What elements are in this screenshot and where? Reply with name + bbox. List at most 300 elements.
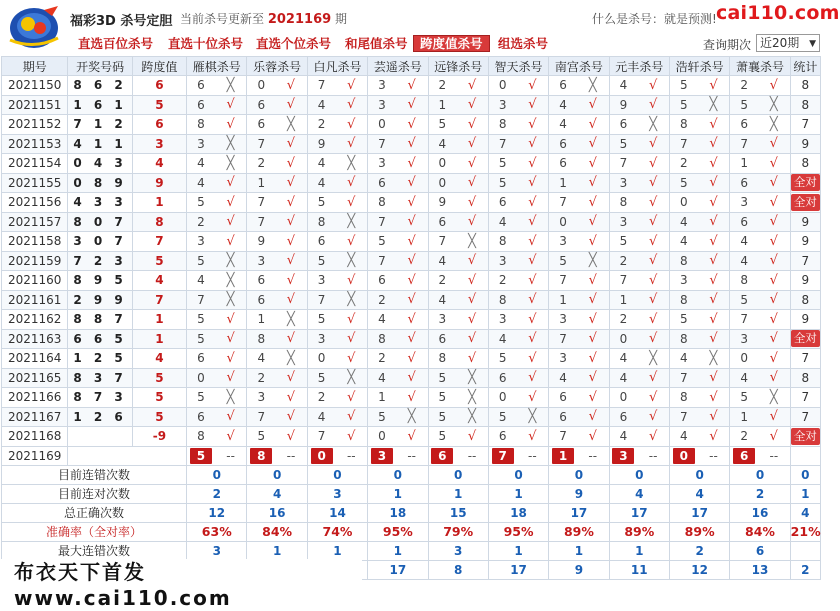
col-expert: 乐蓉杀号 <box>247 57 307 76</box>
kill-number: 6 <box>549 154 577 174</box>
kill-number: 5 <box>307 368 335 388</box>
check-icon <box>396 251 428 271</box>
cross-icon: ╳ <box>347 155 356 171</box>
kill-number: 7 <box>247 212 275 232</box>
span-value: 6 <box>132 76 186 96</box>
current-kill-number: 0 <box>673 448 695 464</box>
period-selected: 近20期 <box>760 36 800 50</box>
check-icon: √ <box>648 428 658 444</box>
kill-number: 5 <box>368 407 396 427</box>
col-expert: 芸遥杀号 <box>368 57 428 76</box>
kill-number: 6 <box>549 388 577 408</box>
kill-number: 3 <box>609 212 637 232</box>
stat-value: 89% <box>669 522 729 541</box>
check-icon: √ <box>407 77 416 93</box>
check-icon <box>215 427 247 447</box>
cross-icon: ╳ <box>287 350 295 366</box>
kill-number: 8 <box>488 290 516 310</box>
kill-number: 5 <box>187 193 215 213</box>
check-icon: √ <box>648 272 658 288</box>
check-icon: √ <box>407 253 416 269</box>
current-kill <box>669 446 697 465</box>
check-icon: √ <box>407 370 416 386</box>
kill-number: 7 <box>730 310 758 330</box>
kill-number: 2 <box>609 310 637 330</box>
table-header <box>2 57 821 76</box>
stat-value: 17 <box>488 560 548 579</box>
cross-icon: ╳ <box>287 116 295 132</box>
stat-value: 0 <box>609 465 669 484</box>
kill-number: 7 <box>307 76 335 96</box>
cross-icon: ╳ <box>347 253 356 269</box>
check-icon: √ <box>588 272 597 288</box>
cross-icon: ╳ <box>468 409 476 425</box>
tab-sum-tail[interactable]: 和尾值杀号 <box>345 36 408 51</box>
draw-number: 7 2 3 <box>68 251 132 271</box>
kill-number: 7 <box>247 193 275 213</box>
check-icon <box>396 76 428 96</box>
all-correct-badge: 全对 <box>791 428 820 445</box>
check-icon: √ <box>407 155 416 171</box>
stat-value: 3 <box>428 541 488 560</box>
check-icon <box>577 349 609 369</box>
check-icon <box>637 193 669 213</box>
row-stat <box>790 173 820 193</box>
check-icon <box>517 271 549 291</box>
stat-value: 9 <box>549 484 609 503</box>
current-kill <box>247 446 275 465</box>
issue-cell: 2021160 <box>2 271 68 291</box>
check-icon <box>215 368 247 388</box>
check-icon: √ <box>648 175 658 191</box>
check-icon: √ <box>648 233 658 249</box>
check-icon: √ <box>588 214 597 230</box>
stat-value: 12 <box>669 560 729 579</box>
check-icon <box>577 271 609 291</box>
cross-icon: ╳ <box>709 97 718 113</box>
check-icon <box>335 193 367 213</box>
check-icon <box>396 212 428 232</box>
check-icon <box>637 76 669 96</box>
check-icon <box>275 251 307 271</box>
check-icon: √ <box>709 428 718 444</box>
kill-number: 6 <box>488 427 516 447</box>
cross-icon <box>335 212 367 232</box>
kill-number: 7 <box>368 251 396 271</box>
span-value: 7 <box>132 290 186 310</box>
check-icon: √ <box>588 389 597 405</box>
col-span: 跨度值 <box>132 57 186 76</box>
check-icon: √ <box>407 214 416 230</box>
kill-number: 0 <box>609 329 637 349</box>
brand-url[interactable]: cai110.com <box>716 2 840 24</box>
row-stat: 7 <box>790 115 820 135</box>
check-icon <box>698 173 730 193</box>
cross-icon <box>456 232 488 252</box>
draw-number: 1 2 5 <box>68 349 132 369</box>
check-icon <box>275 427 307 447</box>
issue-cell: 2021167 <box>2 407 68 427</box>
kill-number: 5 <box>187 329 215 349</box>
check-icon: √ <box>648 194 658 210</box>
check-icon <box>577 193 609 213</box>
stat-value: 1 <box>368 541 428 560</box>
cross-icon: ╳ <box>769 116 778 132</box>
check-icon <box>517 329 549 349</box>
current-dash: -- <box>517 446 549 465</box>
check-icon <box>215 329 247 349</box>
kill-number: 3 <box>368 154 396 174</box>
kill-number: 2 <box>307 115 335 135</box>
check-icon <box>577 290 609 310</box>
check-icon: √ <box>407 97 416 113</box>
check-icon: √ <box>648 136 658 152</box>
stat-label: 准确率（全对率） <box>2 522 187 541</box>
cross-icon <box>577 76 609 96</box>
kill-number: 4 <box>247 349 275 369</box>
cross-icon <box>758 95 790 115</box>
kill-number: 7 <box>488 134 516 154</box>
check-icon: √ <box>709 272 718 288</box>
update-prefix: 当前杀号更新至 <box>180 12 265 26</box>
kill-number: 3 <box>428 310 456 330</box>
row-stat <box>790 193 820 213</box>
kill-number: 2 <box>368 290 396 310</box>
check-icon <box>517 427 549 447</box>
kill-number: 8 <box>187 115 215 135</box>
check-icon <box>456 173 488 193</box>
check-icon <box>456 251 488 271</box>
stat-value: 11 <box>609 560 669 579</box>
span-value: 5 <box>132 251 186 271</box>
check-icon <box>637 310 669 330</box>
check-icon: √ <box>709 116 718 132</box>
check-icon <box>698 76 730 96</box>
check-icon <box>577 407 609 427</box>
kill-number: 6 <box>428 329 456 349</box>
check-icon <box>577 388 609 408</box>
stat-value: 84% <box>730 522 790 541</box>
cross-icon <box>275 349 307 369</box>
tab-hundreds[interactable]: 直选百位杀号 <box>78 36 154 51</box>
kill-number: 1 <box>368 388 396 408</box>
stat-value: 1 <box>247 541 307 560</box>
check-icon: √ <box>467 155 477 171</box>
stat-value: 89% <box>609 522 669 541</box>
check-icon: √ <box>226 311 235 327</box>
check-icon <box>517 290 549 310</box>
stat-value: 16 <box>247 503 307 522</box>
check-icon <box>698 388 730 408</box>
check-icon <box>275 154 307 174</box>
kill-number: 1 <box>428 95 456 115</box>
cross-icon <box>335 290 367 310</box>
check-icon <box>335 134 367 154</box>
check-icon <box>637 290 669 310</box>
check-icon <box>335 407 367 427</box>
check-icon: √ <box>648 97 658 113</box>
stat-value: 2 <box>669 541 729 560</box>
check-icon: √ <box>528 116 537 132</box>
span-value: 1 <box>132 310 186 330</box>
draw-number: 8 3 7 <box>68 368 132 388</box>
cross-icon <box>215 271 247 291</box>
current-kill <box>730 446 758 465</box>
table-row <box>2 427 821 447</box>
check-icon: √ <box>588 116 597 132</box>
tab-units[interactable]: 直选个位杀号 <box>256 36 332 51</box>
check-icon <box>637 173 669 193</box>
period-label: 查询期次 <box>703 38 752 52</box>
col-expert: 雁棋杀号 <box>187 57 247 76</box>
kill-number: 7 <box>307 290 335 310</box>
span-value: 4 <box>132 271 186 291</box>
kill-number: 0 <box>488 388 516 408</box>
col-expert: 白凡杀号 <box>307 57 367 76</box>
span-value: 5 <box>132 388 186 408</box>
issue-cell: 2021153 <box>2 134 68 154</box>
cross-icon: ╳ <box>468 233 476 249</box>
draw-number: 4 3 3 <box>68 193 132 213</box>
check-icon <box>698 154 730 174</box>
kill-number: 5 <box>187 388 215 408</box>
kill-number: 5 <box>428 427 456 447</box>
kill-number: 3 <box>187 134 215 154</box>
check-icon <box>396 134 428 154</box>
current-issue: 2021169 <box>2 446 68 465</box>
check-icon: √ <box>528 331 537 347</box>
kill-number: 8 <box>669 290 697 310</box>
check-icon <box>456 271 488 291</box>
check-icon: √ <box>347 97 356 113</box>
current-kill <box>368 446 396 465</box>
stat-value: 79% <box>428 522 488 541</box>
row-stat <box>790 427 820 447</box>
check-icon <box>275 95 307 115</box>
check-icon: √ <box>709 155 718 171</box>
stat-value: 17 <box>549 503 609 522</box>
cross-icon: ╳ <box>347 370 356 386</box>
issue-cell: 2021168 <box>2 427 68 447</box>
cross-icon <box>215 154 247 174</box>
check-icon <box>456 95 488 115</box>
check-icon: √ <box>709 253 718 269</box>
table-row <box>2 329 821 349</box>
kill-number: 7 <box>428 232 456 252</box>
check-icon <box>758 427 790 447</box>
current-kill <box>549 446 577 465</box>
kill-number: 2 <box>368 349 396 369</box>
check-icon: √ <box>528 214 537 230</box>
check-icon <box>517 310 549 330</box>
check-icon <box>758 407 790 427</box>
check-icon <box>335 232 367 252</box>
check-icon: √ <box>588 350 597 366</box>
check-icon <box>275 407 307 427</box>
kill-number: 7 <box>609 271 637 291</box>
stat-label: 目前连对次数 <box>2 484 187 503</box>
cross-icon: ╳ <box>347 214 356 230</box>
check-icon: √ <box>347 194 356 210</box>
kill-number: 8 <box>669 329 697 349</box>
current-kill-number: 8 <box>250 448 272 464</box>
kill-number: 6 <box>368 173 396 193</box>
check-icon <box>335 388 367 408</box>
check-icon <box>456 329 488 349</box>
kill-number: 9 <box>609 95 637 115</box>
kill-number: 5 <box>428 388 456 408</box>
draw-number: 2 9 9 <box>68 290 132 310</box>
check-icon <box>758 290 790 310</box>
check-icon: √ <box>467 136 477 152</box>
stat-value: 0 <box>669 465 729 484</box>
kill-number: 6 <box>488 368 516 388</box>
issue-cell: 2021157 <box>2 212 68 232</box>
check-icon <box>758 212 790 232</box>
span-value: 9 <box>132 173 186 193</box>
check-icon: √ <box>347 116 356 132</box>
check-icon: √ <box>467 116 477 132</box>
kill-number: 3 <box>488 251 516 271</box>
check-icon <box>637 154 669 174</box>
kill-number: 3 <box>730 329 758 349</box>
stat-value: 0 <box>730 465 790 484</box>
span-value: 4 <box>132 349 186 369</box>
current-dash: -- <box>637 446 669 465</box>
kill-number: 7 <box>247 134 275 154</box>
check-icon: √ <box>226 214 235 230</box>
kill-number: 4 <box>609 427 637 447</box>
check-icon: √ <box>769 292 778 308</box>
cross-icon: ╳ <box>588 77 597 93</box>
cross-icon: ╳ <box>649 350 658 366</box>
stat-total: 21% <box>790 524 821 539</box>
issue-cell: 2021165 <box>2 368 68 388</box>
stat-value: 17 <box>368 560 428 579</box>
stat-value: 3 <box>187 541 247 560</box>
check-icon: √ <box>407 194 416 210</box>
issue-cell: 2021154 <box>2 154 68 174</box>
check-icon <box>396 95 428 115</box>
chevron-down-icon: ▼ <box>809 39 816 49</box>
check-icon: √ <box>588 233 597 249</box>
check-icon <box>517 95 549 115</box>
check-icon: √ <box>769 136 778 152</box>
check-icon: √ <box>528 233 537 249</box>
kill-number: 7 <box>549 427 577 447</box>
kill-number: 2 <box>187 212 215 232</box>
check-icon <box>637 134 669 154</box>
row-stat: 8 <box>790 154 820 174</box>
draw-number: 8 6 2 <box>68 76 132 96</box>
row-stat: 9 <box>790 310 820 330</box>
check-icon <box>577 173 609 193</box>
check-icon <box>698 115 730 135</box>
stat-row <box>2 484 821 503</box>
current-dash: -- <box>335 446 367 465</box>
row-stat <box>790 329 820 349</box>
kill-number: 3 <box>488 95 516 115</box>
check-icon: √ <box>648 214 658 230</box>
check-icon <box>517 115 549 135</box>
current-kill-number: 3 <box>612 448 634 464</box>
check-icon <box>758 349 790 369</box>
table-row <box>2 388 821 408</box>
check-icon: √ <box>769 311 778 327</box>
check-icon: √ <box>226 194 235 210</box>
kill-number: 3 <box>307 271 335 291</box>
check-icon: √ <box>286 233 296 249</box>
stat-value: 1 <box>488 484 548 503</box>
check-icon <box>698 193 730 213</box>
check-icon: √ <box>347 175 356 191</box>
check-icon: √ <box>709 214 718 230</box>
tab-span[interactable]: 跨度值杀号 <box>413 35 490 52</box>
cross-icon: ╳ <box>528 409 537 425</box>
check-icon <box>215 95 247 115</box>
check-icon <box>698 251 730 271</box>
check-icon: √ <box>648 311 658 327</box>
current-issue-row <box>2 446 821 465</box>
cross-icon <box>456 407 488 427</box>
check-icon: √ <box>226 409 235 425</box>
issue-cell: 2021152 <box>2 115 68 135</box>
check-icon: √ <box>286 155 296 171</box>
update-suffix: 期 <box>335 12 348 26</box>
kill-number: 8 <box>488 115 516 135</box>
kill-number: 6 <box>549 407 577 427</box>
kill-number: 5 <box>307 310 335 330</box>
check-icon: √ <box>588 97 597 113</box>
check-icon: √ <box>709 175 718 191</box>
current-dash: -- <box>698 446 730 465</box>
tab-group[interactable]: 组选杀号 <box>498 36 549 51</box>
check-icon: √ <box>528 311 537 327</box>
col-number: 开奖号码 <box>68 57 132 76</box>
check-icon: √ <box>286 292 296 308</box>
col-issue: 期号 <box>2 57 68 76</box>
check-icon <box>637 427 669 447</box>
check-icon: √ <box>347 409 356 425</box>
kill-number: 4 <box>488 329 516 349</box>
row-stat: 8 <box>790 290 820 310</box>
kill-number: 3 <box>549 349 577 369</box>
table-row <box>2 115 821 135</box>
current-dash: -- <box>758 446 790 465</box>
check-icon: √ <box>648 370 658 386</box>
check-icon <box>698 368 730 388</box>
kill-number: 4 <box>307 95 335 115</box>
check-icon: √ <box>407 350 416 366</box>
period-select[interactable] <box>756 34 820 52</box>
table-row <box>2 251 821 271</box>
kill-number: 7 <box>669 407 697 427</box>
stat-total: 4 <box>790 503 820 522</box>
draw-number: 8 7 3 <box>68 388 132 408</box>
cross-icon: ╳ <box>769 97 778 113</box>
kill-number: 0 <box>428 154 456 174</box>
cross-icon <box>577 251 609 271</box>
check-icon: √ <box>467 272 477 288</box>
stat-value: 2 <box>187 484 247 503</box>
kill-number: 4 <box>368 310 396 330</box>
span-value: 7 <box>132 232 186 252</box>
check-icon <box>758 134 790 154</box>
check-icon: √ <box>467 292 477 308</box>
draw-number: 6 6 5 <box>68 329 132 349</box>
tab-tens[interactable]: 直选十位杀号 <box>168 36 244 51</box>
kill-number: 0 <box>428 173 456 193</box>
